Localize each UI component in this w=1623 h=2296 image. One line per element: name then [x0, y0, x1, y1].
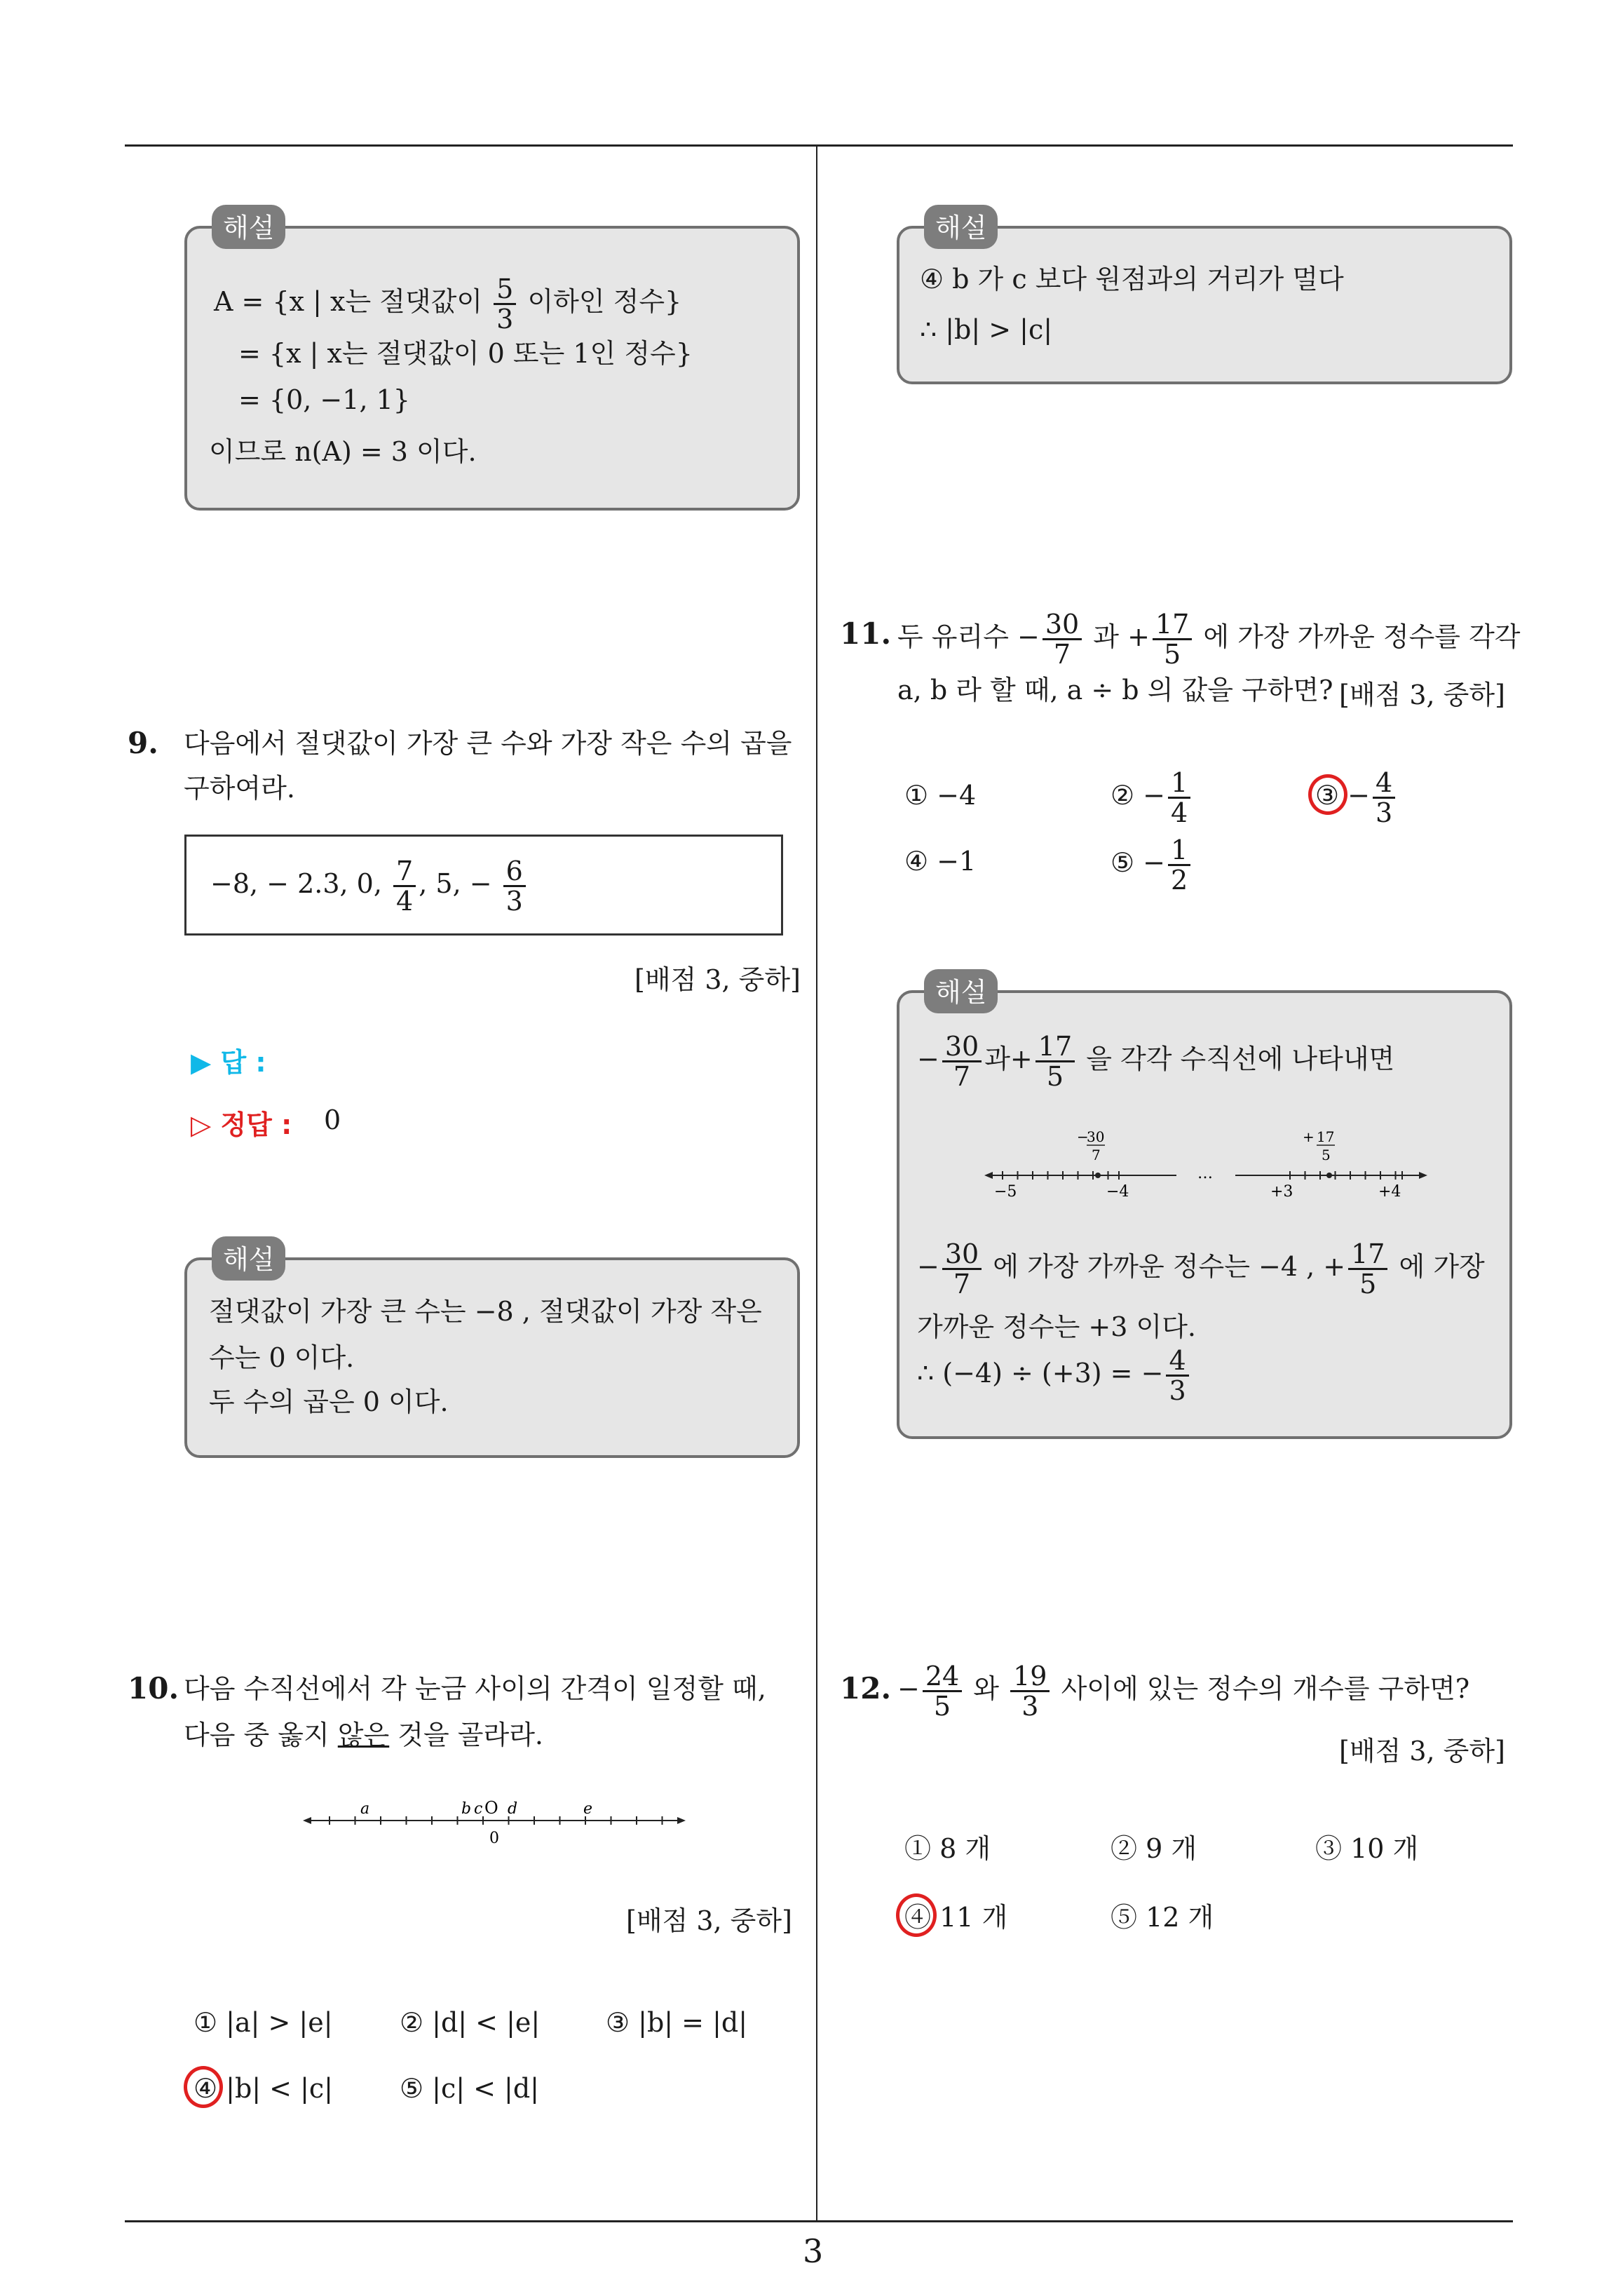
selected-answer-mark: [1308, 774, 1347, 815]
nl-label-c: c: [474, 1800, 483, 1818]
sol9-line3: 두 수의 곱은 0 이다.: [209, 1386, 449, 1417]
q10-text-line2: 다음 중 옳지 않은 것을 골라라.: [184, 1720, 543, 1750]
sol11-line1: − $\frac{30}{7}$ 과+ $\frac{17}{5}$ 을 각각 수직선에 나타내면: [917, 1031, 1395, 1092]
top-rule: [125, 144, 1513, 147]
selected-answer-mark: [896, 1893, 937, 1937]
sol11-line3: 가까운 정수는 +3 이다.: [917, 1311, 1196, 1342]
nl-tick-minus4: −4: [1106, 1183, 1129, 1201]
question-number: 9.: [128, 726, 158, 760]
nl-plus: +: [1303, 1128, 1315, 1145]
q10-option-1[interactable]: ① |a| > |e|: [193, 2007, 333, 2038]
q10-option-2[interactable]: ② |d| < |e|: [400, 2007, 541, 2038]
q10-score: [배점 3, 중하]: [626, 1905, 792, 1936]
sol8-line3: = {0, −1, 1}: [238, 384, 410, 415]
q11-score: [배점 3, 중하]: [1339, 680, 1505, 710]
q11-option-3[interactable]: ③ − $\frac{4}{3}$: [1315, 760, 1398, 830]
nl-label-b: b: [461, 1800, 472, 1818]
q10-option-4[interactable]: ④ |b| < |c|: [193, 2073, 333, 2104]
sol10-line2: ∴ |b| > |c|: [920, 314, 1053, 345]
selected-answer-mark: [184, 2066, 223, 2108]
nl-left-den: 7: [1092, 1147, 1101, 1163]
q12-option-5[interactable]: ⑤ 12 개: [1111, 1902, 1214, 1933]
sol8-line1: A = {x | x는 절댓값이 $\frac{5}{3}$ 이하인 정수}: [214, 274, 682, 335]
q10-number-line: [301, 1795, 687, 1851]
question-number: 11.: [840, 616, 892, 651]
q12-option-2[interactable]: ② 9 개: [1111, 1833, 1197, 1864]
nl-label-a: a: [360, 1800, 370, 1818]
correct-answer-label: ▷ 정답 :: [191, 1109, 292, 1140]
q12-text: − $\frac{24}{5}$ 와 $\frac{19}{3}$ 사이에 있는 정수의 개수를 구하면?: [897, 1661, 1470, 1722]
q11-text-line1: 두 유리수 − $\frac{30}{7}$ 과 + $\frac{17}{5}$ 에 가장 가까운 정수를 각각: [897, 609, 1521, 670]
q12-option-1[interactable]: ① 8 개: [904, 1833, 991, 1864]
solution-tag: 해설: [924, 205, 998, 249]
nl-tick-plus4: +4: [1378, 1183, 1401, 1201]
q11-option-2[interactable]: ② − $\frac{1}{4}$: [1111, 760, 1193, 830]
sol11-line4: ∴ (−4) ÷ (+3) = − $\frac{4}{3}$: [917, 1338, 1192, 1408]
correct-answer-value: 0: [324, 1105, 341, 1135]
nl-label-O: O: [484, 1798, 498, 1818]
question-number: 10.: [128, 1671, 179, 1706]
nl-tick-minus5: −5: [994, 1183, 1017, 1201]
q11-text-line2: a, b 라 할 때, a ÷ b 의 값을 구하면?: [897, 675, 1333, 705]
q9-number-list: −8, − 2.3, 0, $\frac{7}{4}$ , 5, − $\frac{6}{3}$: [210, 849, 529, 919]
page-number: 3: [803, 2232, 824, 2270]
q9-text-line1: 다음에서 절댓값이 가장 큰 수와 가장 작은 수의 곱을: [184, 728, 792, 759]
nl-ellipsis: …: [1197, 1165, 1213, 1182]
q12-option-3[interactable]: ③ 10 개: [1315, 1833, 1419, 1864]
q10-option-3[interactable]: ③ |b| = |d|: [606, 2007, 748, 2038]
nl-label-zero: 0: [489, 1830, 499, 1847]
column-divider: [816, 144, 817, 2220]
sol8-line2: = {x | x는 절댓값이 0 또는 1인 정수}: [238, 338, 693, 369]
nl-label-e: e: [583, 1800, 593, 1818]
q12-option-4[interactable]: ④ 11 개: [904, 1902, 1008, 1933]
sol9-line1: 절댓값이 가장 큰 수는 −8 , 절댓값이 가장 작은: [209, 1296, 762, 1327]
answer-label: ▶ 답 :: [191, 1047, 266, 1078]
q12-score: [배점 3, 중하]: [1339, 1736, 1505, 1767]
sol8-line4: 이므로 n(A) = 3 이다.: [209, 436, 477, 467]
q10-text-line1: 다음 수직선에서 각 눈금 사이의 간격이 일정할 때,: [184, 1673, 766, 1704]
solution-box-q10: [897, 226, 1512, 384]
solution-tag: 해설: [212, 1236, 285, 1281]
sol11-number-line: [982, 1122, 1430, 1206]
nl-label-d: d: [508, 1800, 518, 1818]
q11-option-4[interactable]: ④ −1: [904, 846, 977, 877]
q11-option-5[interactable]: ⑤ − $\frac{1}{2}$: [1111, 828, 1193, 898]
nl-tick-plus3: +3: [1270, 1183, 1293, 1201]
nl-right-den: 5: [1322, 1147, 1331, 1163]
q10-option-5[interactable]: ⑤ |c| < |d|: [400, 2073, 539, 2104]
sol10-line1: ④ b 가 c 보다 원점과의 거리가 멀다: [920, 264, 1344, 295]
nl-minus: −: [1077, 1128, 1089, 1145]
sol9-line2: 수는 0 이다.: [209, 1342, 355, 1373]
question-number: 12.: [840, 1671, 892, 1706]
q11-option-1[interactable]: ① −4: [904, 780, 977, 811]
bottom-rule: [125, 2220, 1513, 2222]
nl-right-num: 17: [1317, 1128, 1335, 1145]
nl-left-num: 30: [1087, 1128, 1105, 1145]
solution-tag: 해설: [924, 969, 998, 1013]
q9-text-line2: 구하여라.: [184, 773, 295, 804]
sol11-line2: − $\frac{30}{7}$ 에 가장 가까운 정수는 −4 , + $\frac{17}{5}$ 에 가장: [917, 1238, 1485, 1299]
solution-tag: 해설: [212, 205, 285, 249]
q9-score: [배점 3, 중하]: [634, 964, 801, 995]
